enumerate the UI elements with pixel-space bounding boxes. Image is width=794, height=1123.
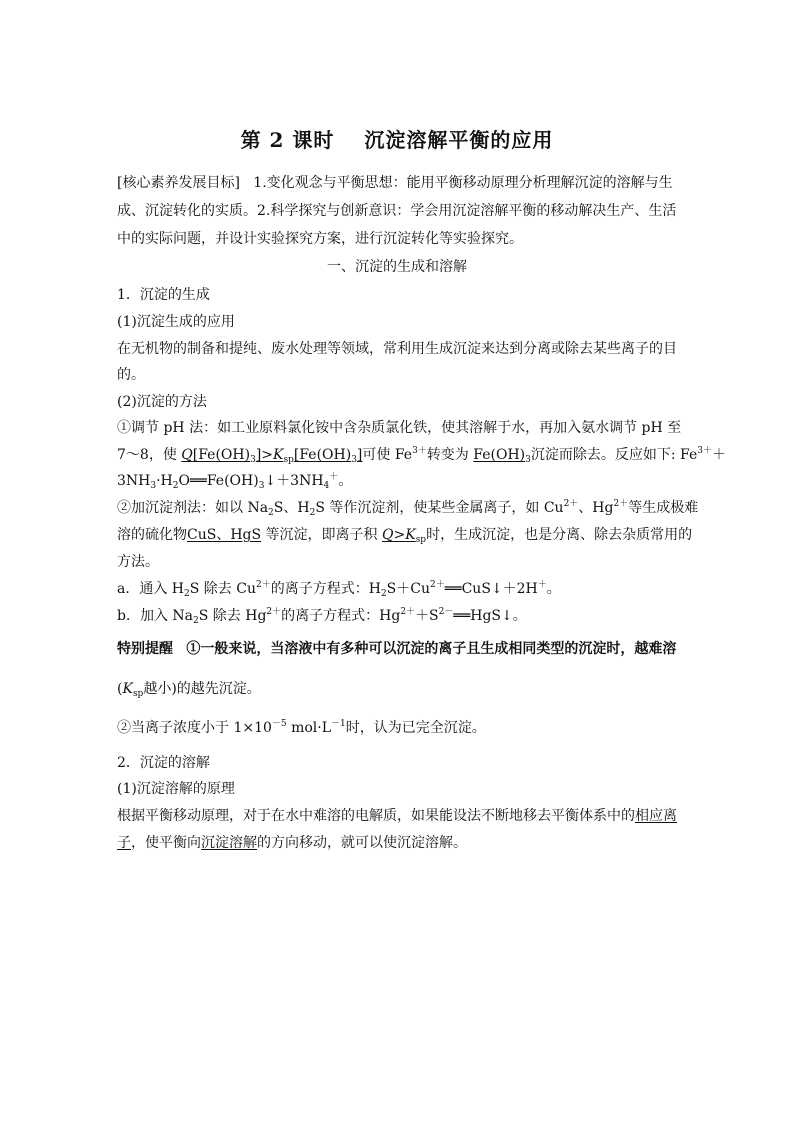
principle-line-2: 子，使平衡向沉淀溶解的方向移动，就可以使沉淀溶解。	[117, 835, 467, 851]
method2-line-3: 方法。	[117, 554, 159, 570]
principle-line-1: 根据平衡移动原理，对于在水中难溶的电解质，如果能设法不断地移去平衡体系中的相应离	[117, 808, 677, 824]
method1-line-1: ①调节 pH 法：如工业原料氯化铵中含杂质氯化铁，使其溶解于水，再加入氨水调节 pH 至	[117, 420, 682, 436]
special-tip-line-1: 特别提醒 ①一般来说，当溶液中有多种可以沉淀的离子且生成相同类型的沉淀时，越难溶	[117, 641, 677, 657]
method1-line-2: 7～8，使 $Q[Fe(OH)_3]>K_{sp}[Fe(OH)_3]$可使 $Fe^{3+}$转变为 $Fe(OH)_3$沉淀而除去。反应如下: $Fe^{3+}+$	[117, 446, 726, 465]
method2-line-2: 溶的硫化物CuS、HgS 等沉淀，即离子积 $Q>K_{sp}$时，生成沉淀，也是分离、除去杂质常用的	[117, 527, 693, 545]
goals-line-3: 中的实际问题，并设计实验探究方案，进行沉淀转化等实验探究。	[117, 231, 523, 247]
method2-line-1: ②加沉淀剂法：如以 $Na_2S$、$H_2S$ 等作沉淀剂，使某些金属离子，如 $Cu^{2+}$、$Hg^{2+}$等生成极难	[117, 499, 699, 518]
answer-blank-condition: $Q[Fe(OH)_3]>K_{sp}[Fe(OH)_3]$	[181, 447, 363, 465]
method1-equation: $3NH_3\cdot H_2O══Fe(OH)_3↓+3NH_4^+$。	[117, 472, 353, 491]
special-tip-label: 特别提醒	[117, 641, 173, 657]
subheading-dissolution-principle: (1)沉淀溶解的原理	[117, 781, 235, 797]
answer-blank-direction: 沉淀溶解	[201, 835, 257, 851]
goals-label: [核心素养发展目标]	[117, 175, 240, 191]
goals-line-1: [核心素养发展目标] 1.变化观念与平衡思想：能用平衡移动原理分析理解沉淀的溶解与生	[117, 175, 673, 191]
goals-line-2: 成、沉淀转化的实质。2.科学探究与创新意识：学会用沉淀溶解平衡的移动解决生产、生活	[117, 203, 677, 219]
section-heading: 一、沉淀的生成和溶解	[327, 259, 467, 275]
answer-blank-sulfides: CuS、HgS	[187, 527, 262, 543]
special-tip-line-3: ②当离子浓度小于 $1\times 10^{-5}$ $mol\cdot L^{-1}$时，认为已完全沉淀。	[117, 719, 486, 736]
answer-blank-ions-2: 子	[117, 835, 131, 851]
example-b: b．加入 $Na_2S$ 除去 $Hg^{2+}$的离子方程式：$Hg^{2+}+S^{2-}══HgS↓$。	[117, 607, 527, 626]
special-tip-line-2: ($K_{sp}$越小)的越先沉淀。	[117, 681, 261, 699]
subheading-application: (1)沉淀生成的应用	[117, 314, 235, 330]
page-title	[0, 124, 794, 153]
subheading-precipitation-formation: 1．沉淀的生成	[117, 287, 210, 303]
subheading-precipitation-dissolution: 2．沉淀的溶解	[117, 755, 210, 771]
answer-blank-product: $Fe(OH)_3$	[473, 447, 531, 465]
lesson-number: 第 2 课时	[240, 128, 335, 152]
lesson-topic: 沉淀溶解平衡的应用	[364, 128, 554, 152]
subheading-methods: (2)沉淀的方法	[117, 394, 207, 410]
answer-blank-ions-1: 相应离	[635, 808, 677, 824]
answer-blank-q-vs-ksp: $Q>K_{sp}$	[382, 527, 427, 545]
paragraph-application-1: 在无机物的制备和提纯、废水处理等领域，常利用生成沉淀来达到分离或除去某些离子的目	[117, 341, 677, 357]
paragraph-application-2: 的。	[117, 367, 145, 383]
example-a: a．通入 $H_2S$ 除去 $Cu^{2+}$的离子方程式：$H_2S+Cu^{2+}══CuS↓+2H^+$。	[117, 580, 561, 599]
